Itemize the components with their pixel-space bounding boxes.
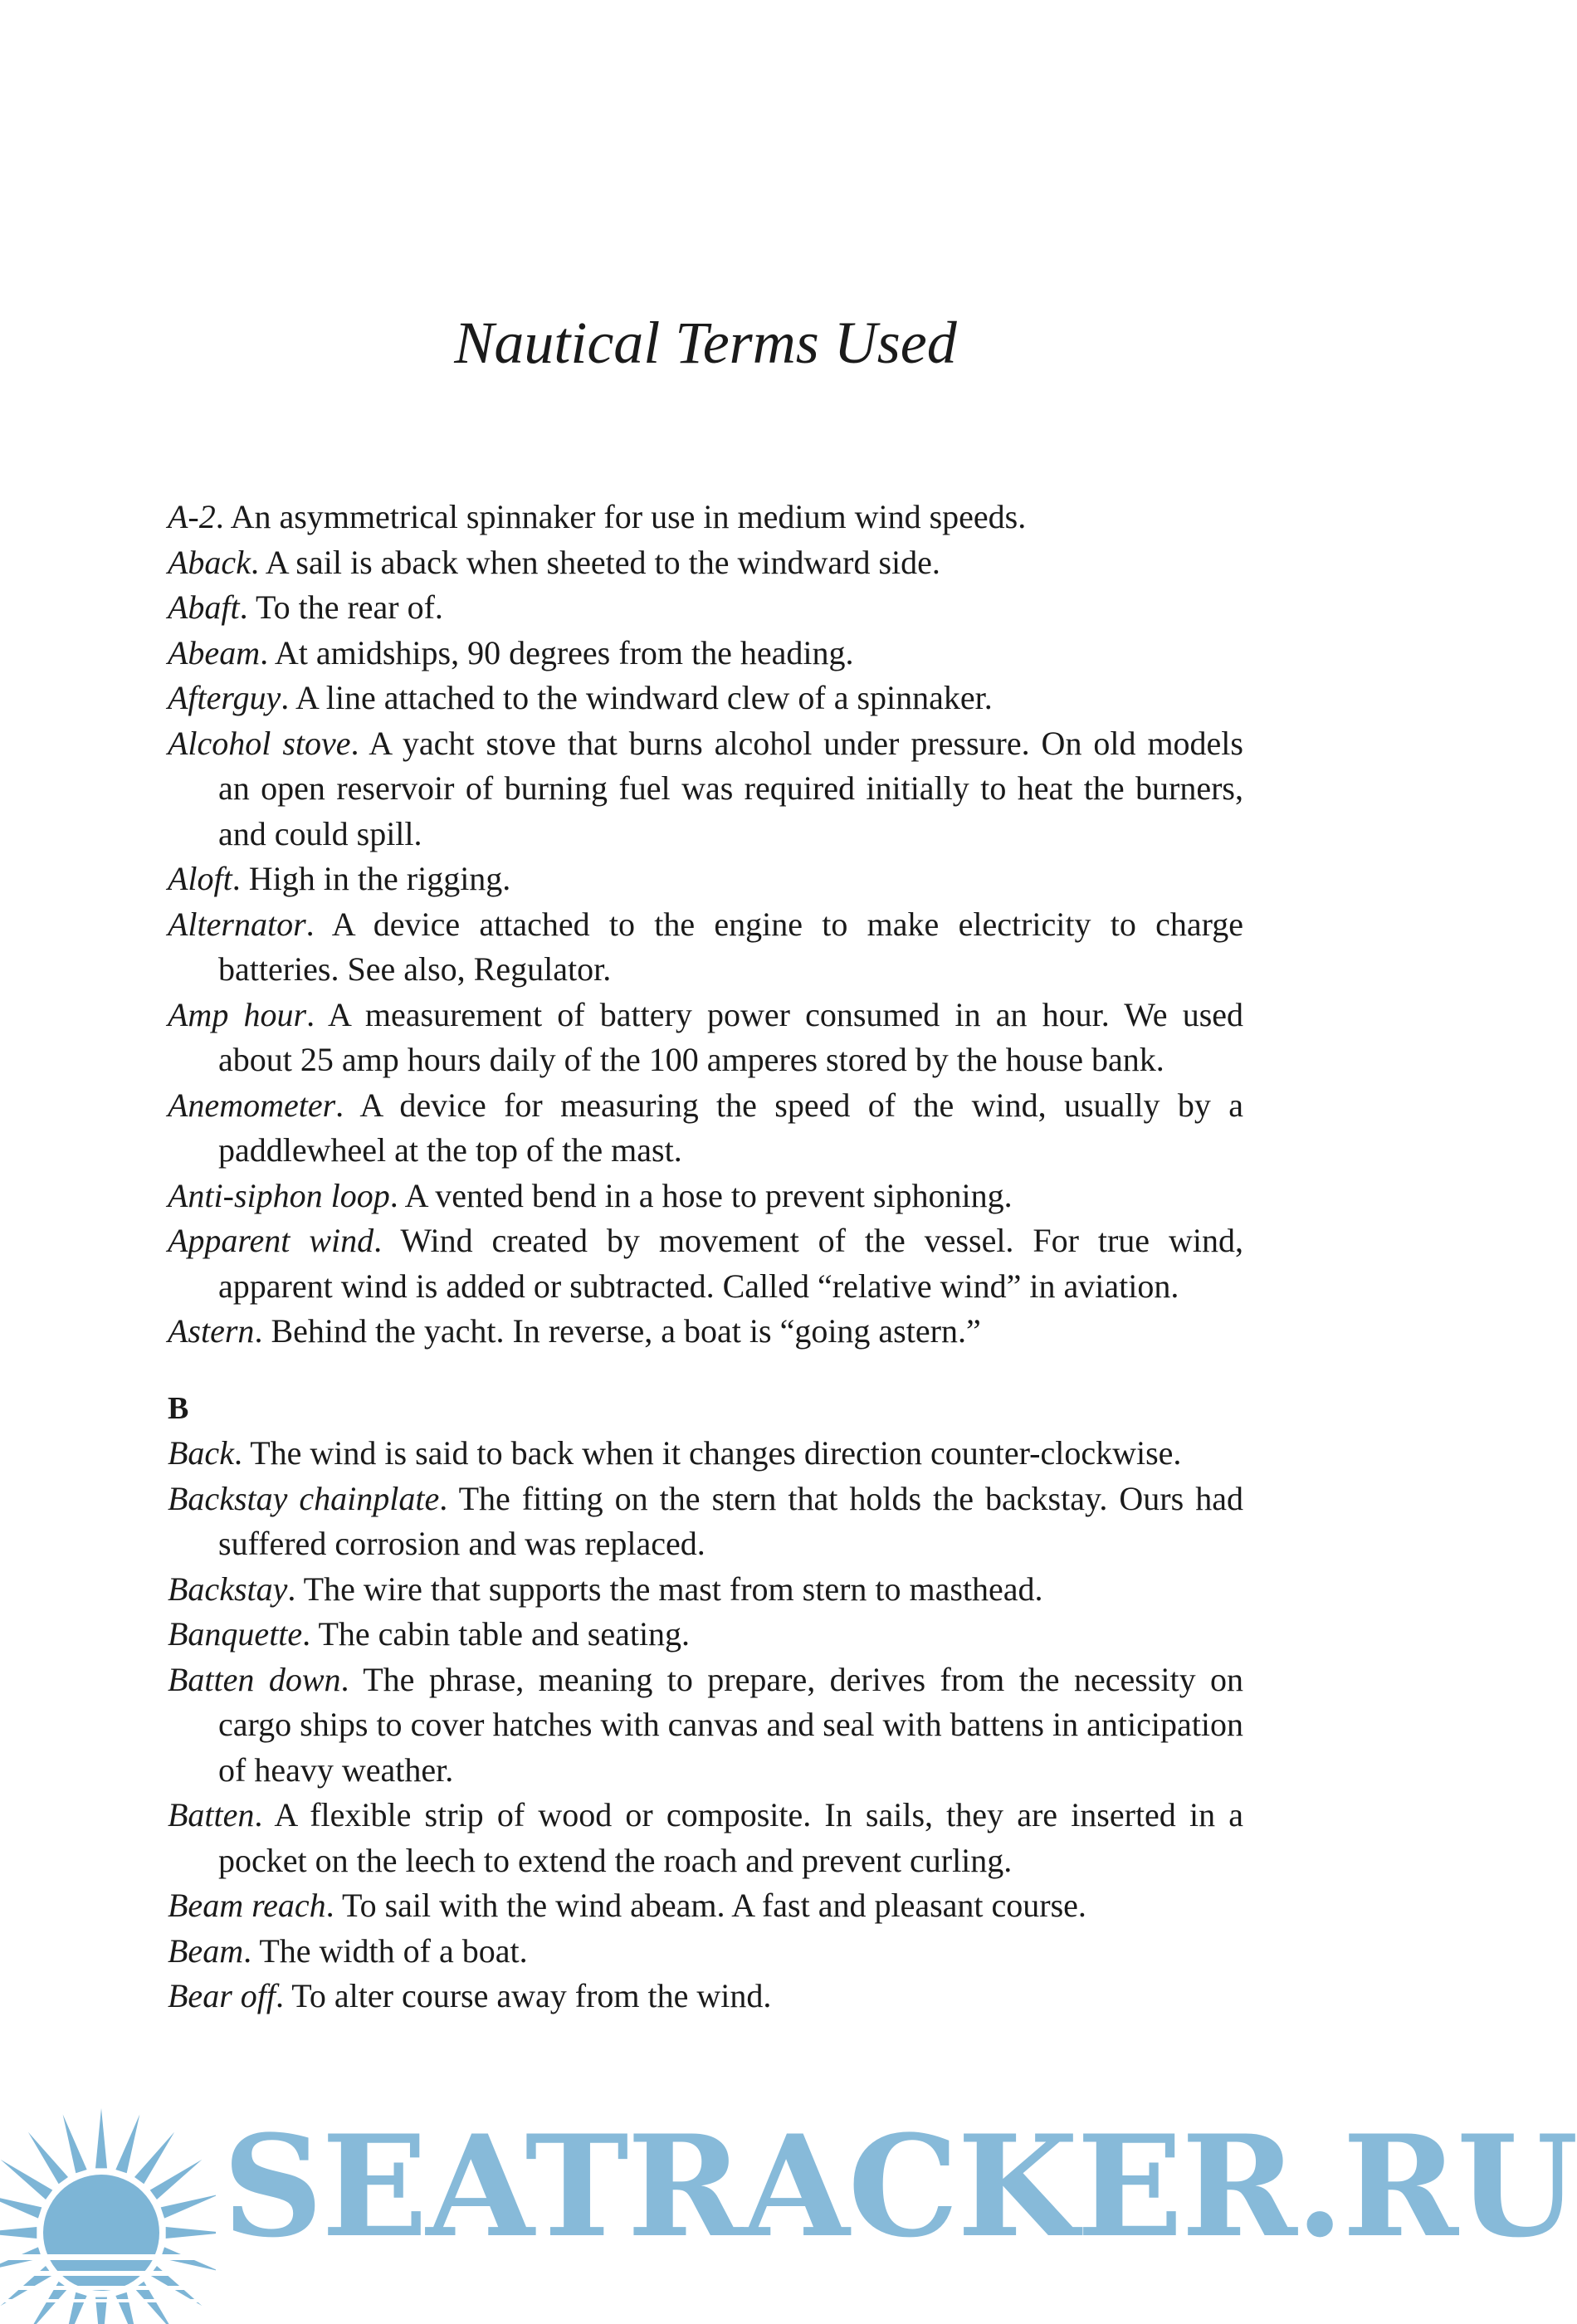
entry-term: Batten	[168, 1796, 255, 1833]
entry-definition: A vented bend in a hose to prevent siphoning.	[404, 1176, 1013, 1214]
entry-term: Beam	[168, 1931, 244, 1970]
entry-definition: A line attached to the windward clew of a spinnaker.	[295, 679, 993, 716]
sun-ray	[134, 2132, 174, 2185]
entry-definition: The wind is said to back when it changes direction counter-clockwise.	[250, 1434, 1182, 1472]
entry-definition: Behind the yacht. In reverse, a boat is “going astern.”	[271, 1312, 981, 1350]
watermark-text: SEATRACKER.RU	[222, 2104, 1577, 2268]
sun-ray	[63, 2292, 87, 2324]
entry-term: Abaft	[168, 588, 240, 626]
entry-term: Amp hour	[168, 995, 307, 1033]
entry-definition: The cabin table and seating.	[318, 1615, 691, 1653]
entry-definition: To alter course away from the wind.	[291, 1977, 772, 2014]
entry-term: A-2	[168, 498, 216, 535]
glossary-entry: Backstay. The wire that supports the mast from stern to masthead.	[168, 1570, 1043, 1608]
entry-definition: A yacht stove that burns alcohol under pressure. On old models an open reservoir of burning fuel was required initially to heat the burners, and could spill.	[218, 724, 1243, 852]
glossary-entry: Backstay chainplate. The fitting on the stern that holds the backstay. Ours had suffered corrosion and was replaced.	[168, 1479, 1243, 1562]
entry-definition: The fitting on the stern that holds the backstay. Ours had suffered corrosion and was replaced.	[218, 1479, 1243, 1562]
entry-term: Apparent wind	[168, 1222, 374, 1259]
glossary-entry: Back. The wind is said to back when it changes direction counter-clockwise.	[168, 1434, 1182, 1472]
glossary-entry: Afterguy. A line attached to the windward clew of a spinnaker.	[168, 679, 993, 716]
sun-ray	[63, 2114, 87, 2173]
entry-definition: To sail with the wind abeam. A fast and pleasant course.	[341, 1887, 1086, 1924]
entry-term: Afterguy	[168, 679, 281, 716]
glossary-entry: Abaft. To the rear of.	[168, 588, 443, 626]
entry-term: Aloft	[168, 860, 232, 897]
sun-ray	[95, 2108, 107, 2168]
entry-term: Alternator	[168, 905, 306, 943]
entry-term: Astern	[168, 1312, 255, 1350]
entry-term: Backstay	[168, 1570, 288, 1608]
glossary-entry: Apparent wind. Wind created by movement of the vessel. For true wind, apparent wind is added or subtracted. Called “relative wind” in aviation.	[168, 1222, 1243, 1305]
entry-definition: The phrase, meaning to prepare, derives from the necessity on cargo ships to cover hatches with canvas and seal with battens in anticipation of heavy weather.	[218, 1660, 1244, 1789]
entry-definition: A device for measuring the speed of the wind, usually by a paddlewheel at the top of the mast.	[218, 1086, 1243, 1169]
entry-term: Bear off	[168, 1977, 276, 2014]
glossary-entry: A-2. An asymmetrical spinnaker for use in medium wind speeds.	[168, 498, 1027, 535]
glossary-entry: Alternator. A device attached to the engine to make electricity to charge batteries. See also, Regulator.	[168, 905, 1243, 988]
entry-definition: High in the rigging.	[248, 860, 511, 897]
sun-ray	[1, 2160, 53, 2200]
glossary-entry: Beam. The width of a boat.	[168, 1931, 528, 1970]
entry-definition: At amidships, 90 degrees from the heading.	[274, 633, 854, 671]
glossary	[168, 495, 1243, 2019]
sun-ray	[28, 2132, 68, 2185]
glossary-entry: Amp hour. A measurement of battery power consumed in an hour. We used about 25 amp hours daily of the 100 amperes stored by the house bank.	[168, 995, 1244, 1078]
glossary-entry: Banquette. The cabin table and seating.	[168, 1615, 691, 1653]
glossary-entry: Bear off. To alter course away from the wind.	[168, 1977, 772, 2014]
entry-term: Anemometer	[168, 1086, 336, 1124]
page-title: Nautical Terms Used	[454, 310, 957, 376]
glossary-entry: Aback. A sail is aback when sheeted to the windward side.	[168, 543, 940, 581]
sun-ray	[150, 2160, 203, 2200]
glossary-section-a	[168, 495, 1243, 1355]
entry-definition: An asymmetrical spinnaker for use in medium wind speeds.	[230, 498, 1027, 535]
sun-ray	[0, 2195, 42, 2219]
entry-term: Abeam	[168, 633, 261, 671]
entry-definition: A sail is aback when sheeted to the windward side.	[265, 543, 940, 581]
sun-ray	[0, 2227, 37, 2239]
entry-term: Back	[168, 1434, 234, 1472]
glossary-entry: Anti-siphon loop. A vented bend in a hose to prevent siphoning.	[168, 1176, 1013, 1214]
entry-term: Batten down	[168, 1660, 341, 1698]
entry-definition: A device attached to the engine to make electricity to charge batteries. See also, Regulator.	[218, 905, 1243, 988]
entry-definition: A measurement of battery power consumed in an hour. We used about 25 amp hours daily of the 100 amperes stored by the house bank.	[218, 995, 1244, 1078]
entry-term: Alcohol stove	[168, 724, 351, 762]
entry-definition: The wire that supports the mast from stern to masthead.	[303, 1570, 1043, 1608]
glossary-entry: Batten. A flexible strip of wood or composite. In sails, they are inserted in a pocket on the leech to extend the roach and prevent curling.	[168, 1796, 1243, 1879]
glossary-entry: Astern. Behind the yacht. In reverse, a boat is “going astern.”	[168, 1312, 981, 1350]
entry-term: Aback	[168, 543, 251, 581]
entry-definition: Wind created by movement of the vessel. For true wind, apparent wind is added or subtracted. Called “relative wind” in aviation.	[218, 1222, 1243, 1305]
sun-ray	[115, 2114, 139, 2173]
glossary-section-b	[168, 1431, 1243, 2019]
glossary-entry: Batten down. The phrase, meaning to prepare, derives from the necessity on cargo ships to cover hatches with canvas and seal with battens in anticipation of heavy weather.	[168, 1660, 1244, 1789]
entry-term: Beam reach	[168, 1887, 326, 1924]
entry-term: Anti-siphon loop	[168, 1176, 390, 1214]
entry-definition: A flexible strip of wood or composite. In sails, they are inserted in a pocket on the leech to extend the roach and prevent curling.	[218, 1796, 1243, 1879]
glossary-entry: Beam reach. To sail with the wind abeam. A fast and pleasant course.	[168, 1887, 1086, 1924]
entry-term: Backstay chainplate	[168, 1479, 440, 1517]
glossary-entry: Alcohol stove. A yacht stove that burns alcohol under pressure. On old models an open reservoir of burning fuel was required initially to heat the burners, and could spill.	[168, 724, 1243, 852]
sun-ray	[166, 2227, 226, 2239]
section-heading-b: B	[168, 1390, 189, 1426]
entry-definition: The width of a boat.	[259, 1931, 528, 1970]
entry-definition: To the rear of.	[255, 588, 443, 626]
entry-term: Banquette	[168, 1615, 303, 1653]
glossary-entry: Anemometer. A device for measuring the speed of the wind, usually by a paddlewheel at the top of the mast.	[168, 1086, 1243, 1169]
glossary-entry: Abeam. At amidships, 90 degrees from the heading.	[168, 633, 854, 671]
sun-ray	[161, 2195, 220, 2219]
sun-ray	[115, 2292, 139, 2324]
glossary-entry: Aloft. High in the rigging.	[168, 860, 511, 897]
